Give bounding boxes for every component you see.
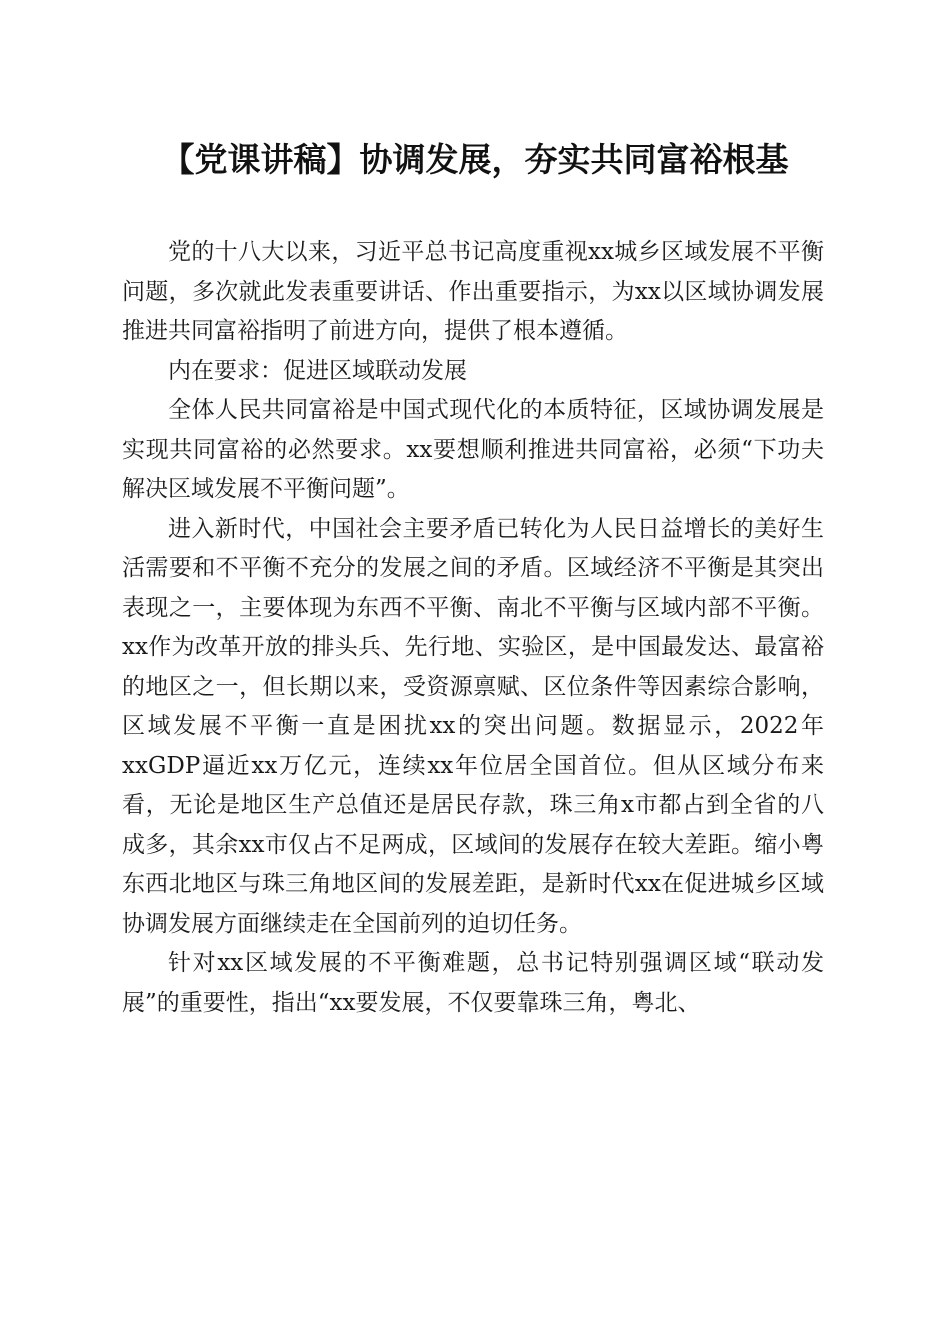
document-body bbox=[122, 233, 824, 1023]
section-heading: 内在要求：促进区域联动发展 bbox=[168, 357, 467, 384]
paragraph-intro: 党的十八大以来，习近平总书记高度重视xx城乡区域发展不平衡问题，多次就此发表重要讲话、作出重要指示，为xx以区域协调发展推进共同富裕指明了前进方向，提供了根本遵循。 bbox=[122, 239, 824, 344]
document-title: 【党课讲稿】协调发展，夯实共同富裕根基 bbox=[161, 140, 789, 179]
paragraph-new-era: 进入新时代，中国社会主要矛盾已转化为人民日益增长的美好生活需要和不平衡不充分的发展之间的矛盾。区域经济不平衡是其突出表现之一，主要体现为东西不平衡、南北不平衡与区域内部不平衡。xx作为改革开放的排头兵、先行地、实验区，是中国最发达、最富裕的地区之一，但长期以来，受资源禀赋、区位条件等因素综合影响，区域发展不平衡一直是困扰xx的突出问题。数据显示，2022年xxGDP逼近xx万亿元，连续xx年位居全国首位。但从区域分布来看，无论是地区生产总值还是居民存款，珠三角x市都占到全省的八成多，其余xx市仅占不足两成，区域间的发展存在较大差距。缩小粤东西北地区与珠三角地区间的发展差距，是新时代xx在促进城乡区域协调发展方面继续走在全国前列的迫切任务。 bbox=[122, 515, 824, 937]
paragraph-linked-development: 针对xx区域发展的不平衡难题，总书记特别强调区域“联动发展”的重要性，指出“xx要发展，不仅要靠珠三角，粤北、 bbox=[122, 950, 824, 1016]
paragraph-common-prosperity: 全体人民共同富裕是中国式现代化的本质特征，区域协调发展是实现共同富裕的必然要求。xx要想顺利推进共同富裕，必须“下功夫解决区域发展不平衡问题”。 bbox=[122, 397, 824, 502]
